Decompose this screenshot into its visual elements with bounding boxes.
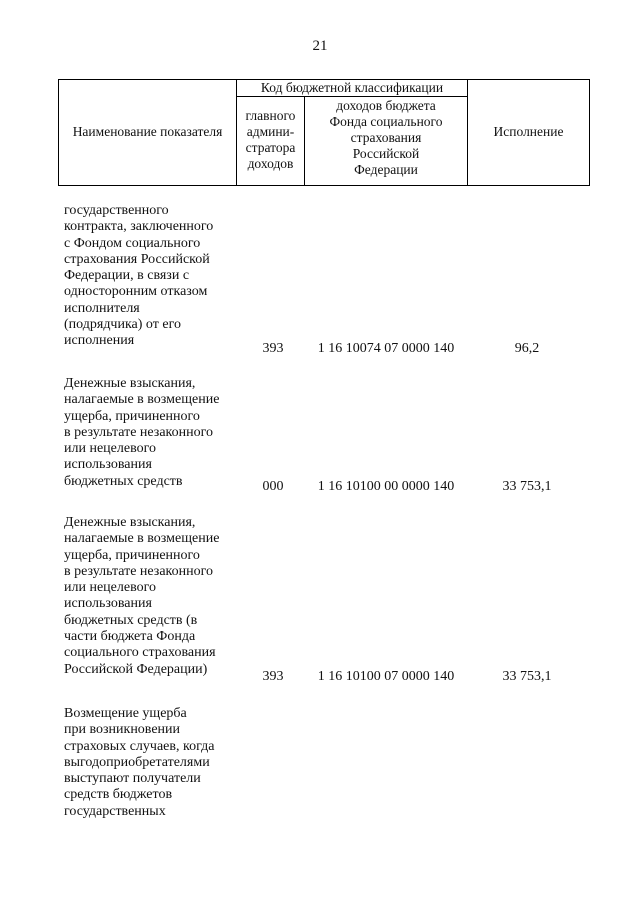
- row-execution-value: 33 753,1: [502, 479, 552, 494]
- header-subdivider: [236, 96, 467, 97]
- header-execution-column: Исполнение: [493, 124, 564, 139]
- row-admin-code: 393: [262, 669, 284, 684]
- header-vline-right: [589, 79, 590, 186]
- row-execution-value: 33 753,1: [502, 669, 552, 684]
- row-execution-value: 96,2: [514, 341, 540, 356]
- page-number: 21: [312, 38, 328, 54]
- header-bottom-border: [58, 185, 590, 186]
- header-admin-column: главного админи- стратора доходов: [245, 108, 296, 171]
- row-indicator-name: Денежные взыскания, налагаемые в возмещение ущерба, причиненного в результате незаконного или нецелевого использования бюджетных средств (в части бюджета Фонда социального страхования Российской Федерации): [64, 515, 220, 677]
- header-income-column: доходов бюджета Фонда социального страхования Российской Федерации: [329, 98, 443, 177]
- row-admin-code: 393: [262, 341, 284, 356]
- header-name-column: Наименование показателя: [72, 124, 223, 139]
- row-admin-code: 000: [262, 479, 284, 494]
- row-budget-code: 1 16 10100 00 0000 140: [317, 479, 455, 494]
- row-budget-code: 1 16 10074 07 0000 140: [317, 341, 455, 356]
- header-budget-classification: Код бюджетной классификации: [260, 80, 444, 95]
- row-indicator-name: государственного контракта, заключенного с Фондом социального страхования Российской Федерации, в связи с односторонним отказом исполнителя (подрядчика) от его исполнения: [64, 203, 214, 349]
- row-budget-code: 1 16 10100 07 0000 140: [317, 669, 455, 684]
- row-indicator-name: Денежные взыскания, налагаемые в возмещение ущерба, причиненного в результате незаконного или нецелевого использования бюджетных средств: [64, 376, 220, 489]
- row-indicator-name: Возмещение ущерба при возникновении страховых случаев, когда выгодоприобретателями выступают получатели средств бюджетов государственных: [64, 706, 215, 819]
